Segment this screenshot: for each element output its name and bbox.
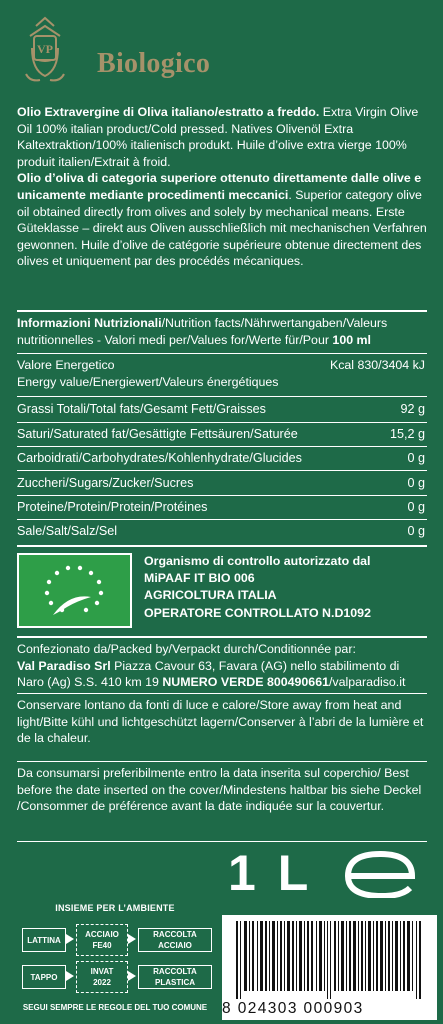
nutrient-value: 0 g [407,451,425,465]
arrow-right-icon [128,934,136,944]
nutrient-value: 0 g [407,500,425,514]
company-address: Piazza Cavour 63, Favara (AG) nello stabilimento di [110,658,400,673]
arrow-right-icon [66,934,74,944]
arrow-right-icon [128,971,136,981]
nutrition-title: Informazioni Nutrizionali/Nutrition facts/Nährwertangaben/Valeurs nutritionnelles - Valori medi per/Values for/Werte für/Pour 100 ml [17,316,388,347]
barcode-number: 8 024303 000903 [222,1000,364,1017]
barcode-bars-icon [222,915,437,1000]
plastic-collection-label: RACCOLTA PLASTICA [138,965,212,989]
estimate-e-mark-icon [330,850,430,898]
energy-row [17,357,427,390]
toll-free-number: NUMERO VERDE 800490661 [162,675,329,690]
website: /valparadiso.it [328,675,406,690]
description-paragraph-1: Olio Extravergine di Oliva italiano/estratto a freddo. Extra Virgin Olive Oil 100% italian product/Cold pressed. Natives Olivenöl Extra Kaltextraktion/100% italienisch produkt. Huile d’olive extra vierge 100% produit italien/Extrait à froid. [17,105,419,169]
product-description [17,104,427,270]
energy-value: Kcal 830/3404 kJ [329,358,425,372]
eu-organic-leaf-icon [17,553,132,628]
control-body-info [144,553,424,622]
divider [17,310,427,312]
nutrient-label: Saturi/Saturated fat/Gesättigte Fettsäuren/Saturée [17,427,298,441]
divider [17,470,427,471]
energy-label: Valore Energetico [17,358,115,372]
recycling-info [10,895,220,1020]
nutrient-value: 0 g [407,476,425,490]
cap-label: TAPPO [22,965,66,989]
header [0,0,443,100]
recycling-title: INSIEME PER L’AMBIENTE [55,903,175,913]
energy-sub-label: Energy value/Energiewert/Valeurs énergétiques [17,374,279,389]
recycling-footer: SEGUI SEMPRE LE REGOLE DEL TUO COMUNE [22,1003,208,1012]
nutrient-label: Grassi Totali/Total fats/Gesamt Fett/Graisses [17,402,266,416]
svg-text:VP: VP [37,42,53,56]
divider [17,636,427,638]
control-body-line: OPERATORE CONTROLLATO N.D1092 [144,605,371,620]
nutrient-label: Carboidrati/Carbohydrates/Kohlenhydrate/Glucides [17,451,302,465]
nutrient-label: Zuccheri/Sugars/Zucker/Sucres [17,476,194,490]
divider [17,353,427,354]
divider [17,545,427,547]
packed-by-label: Confezionato da/Packed by/Verpackt durch/Conditionnée par: [17,642,356,656]
control-body-line: AGRICOLTURA ITALIA [144,588,277,603]
divider [17,841,427,842]
nutrient-label: Proteine/Protein/Protein/Protéines [17,500,208,514]
nutrient-value: 0 g [407,524,425,538]
arrow-right-icon [66,971,74,981]
steel-code: ACCIAIO FE40 [76,924,128,956]
best-before-text: Da consumarsi preferibilmente entro la data inserita sul coperchio/ Best before the date inserted on the cover/Mindestens haltbar bis siehe Deckel /Consommer de préférence avant la date indiquée sur la couvertur. [17,766,422,814]
nutrient-label: Sale/Salt/Salz/Sel [17,524,118,538]
packer-info [17,641,427,691]
nutrition-row [17,472,427,494]
nutrient-value: 92 g [400,402,425,416]
plant-address: Naro (Ag) S.S. 410 km 19 [17,675,163,690]
nutrient-value: 15,2 g [389,427,425,441]
divider [17,693,427,694]
company-name: Val Paradiso Srl [17,658,111,673]
can-label: LATTINA [22,928,66,952]
storage-instructions: Conservare lontano da fonti di luce e calore/Store away from heat and light/Bitte kühl und lichtgeschützt lagern/Conserver à l’abri de la lumière et de la chaleur. [17,698,424,746]
cap-material-code: INVAT 2022 [76,961,128,993]
ean-barcode [222,915,437,1020]
volume-label: 1 L [228,845,313,901]
divider [17,761,427,762]
brand-name: Biologico [97,48,211,79]
nutrition-row [17,447,427,469]
description-paragraph-2: Olio d’oliva di categoria superiore ottenuto direttamente dalle olive e unicamente mediante procedimenti meccanici. Superior category olive oil obtained directly from olives and solely by mechanical means. Erste Güteklasse – direkt aus Oliven ausschließlich mit mechanischen Verfahren gewonnen. Huile d’olive de catégorie supérieure obtenue directement des olives et uniquement par des procédés mécaniques. [17,171,427,269]
vp-crest-logo-icon [20,14,70,84]
nutrition-row [17,496,427,518]
divider [17,396,427,397]
nutrition-row [17,423,427,445]
control-body-line: MiPAAF IT BIO 006 [144,571,255,586]
nutrition-row [17,398,427,420]
steel-collection-label: RACCOLTA ACCIAIO [138,928,212,952]
nutrition-row [17,520,427,542]
control-body-line: Organismo di controllo autorizzato dal [144,554,371,568]
